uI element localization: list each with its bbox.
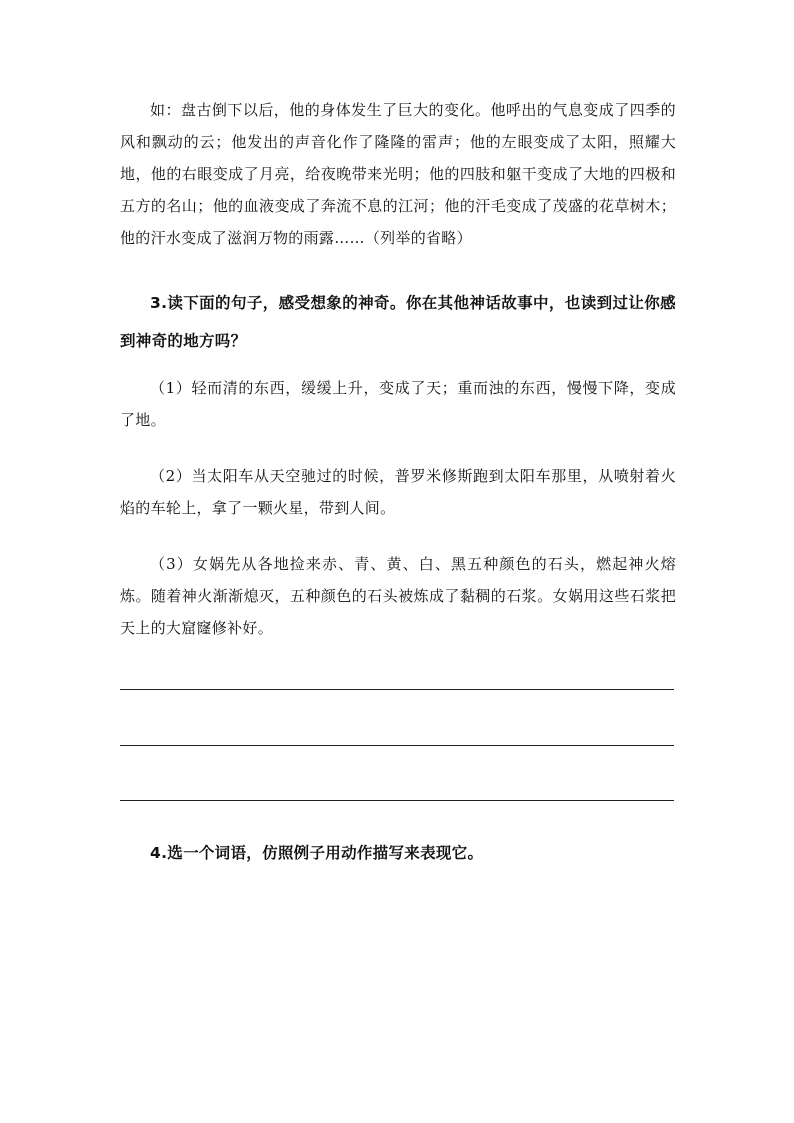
sentence-2: （2）当太阳车从天空驰过的时候，普罗米修斯跑到太阳车那里，从喷射着火焰的车轮上，拿了一颗火星，带到人间。	[120, 467, 676, 517]
answer-line-1[interactable]	[120, 689, 674, 690]
answer-line-2[interactable]	[120, 745, 674, 746]
sentence-1: （1）轻而清的东西，缓缓上升，变成了天；重而浊的东西，慢慢下降，变成了地。	[120, 379, 676, 429]
sentence-3: （3）女娲先从各地捡来赤、青、黄、白、黑五种颜色的石头，燃起神火熔炼。随着神火渐渐熄灭，五种颜色的石头被炼成了黏稠的石浆。女娲用这些石浆把天上的大窟窿修补好。	[120, 555, 676, 637]
question-3-title: 3.读下面的句子，感受想象的神奇。你在其他神话故事中，也读到过让你感到神奇的地方吗？	[120, 294, 676, 350]
question-4-title: 4.选一个词语，仿照例子用动作描写来表现它。	[150, 844, 484, 862]
example-paragraph: 如：盘古倒下以后，他的身体发生了巨大的变化。他呼出的气息变成了四季的风和飘动的云；他发出的声音化作了隆隆的雷声；他的左眼变成了太阳，照耀大地，他的右眼变成了月亮，给夜晚带来光明；他的四肢和躯干变成了大地的四极和五方的名山；他的血液变成了奔流不息的江河；他的汗毛变成了茂盛的花草树木；他的汗水变成了滋润万物的雨露……（列举的省略）	[120, 101, 676, 247]
answer-line-3[interactable]	[120, 800, 674, 801]
